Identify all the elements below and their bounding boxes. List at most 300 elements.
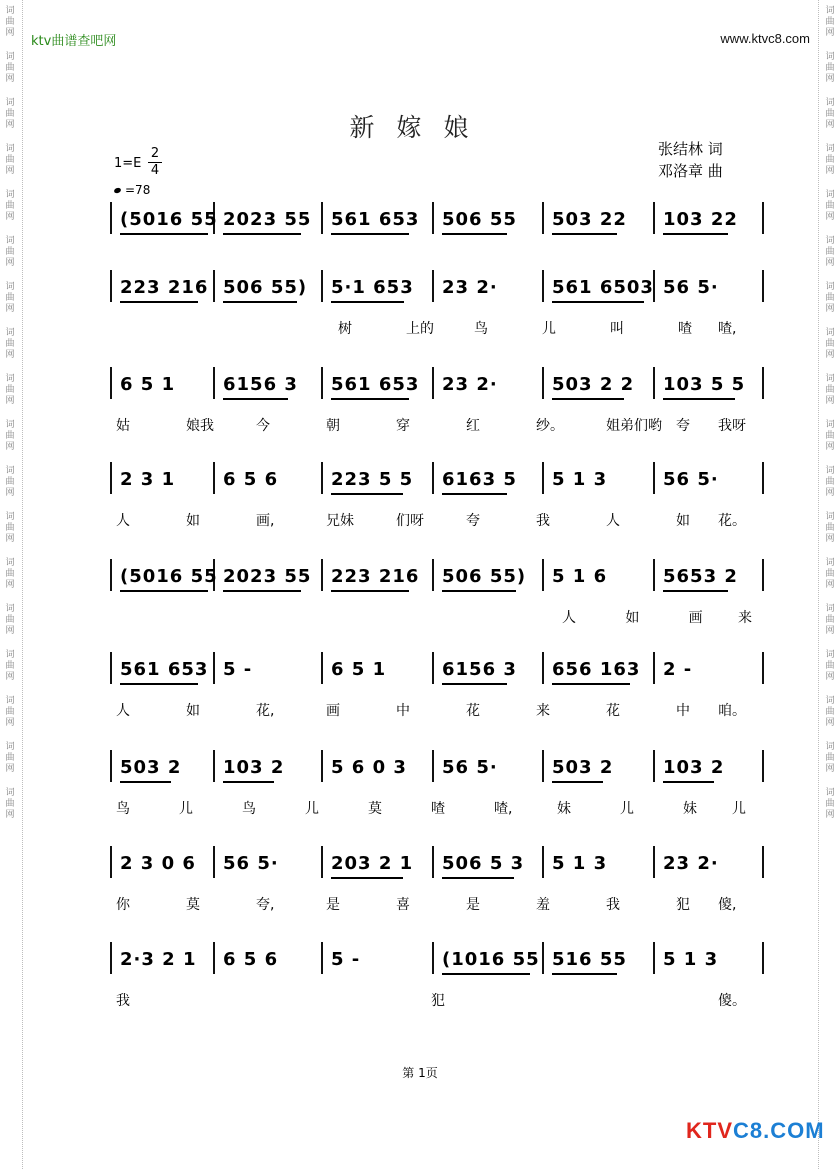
watermark-char: 网	[825, 810, 835, 820]
watermark-char: 词	[825, 420, 835, 430]
bar-line	[110, 846, 112, 878]
bar-line	[653, 367, 655, 399]
watermark-char: 网	[5, 350, 15, 360]
watermark-group	[5, 52, 14, 85]
right-watermark-strip	[820, 0, 840, 1169]
lyric-word: 上的	[406, 321, 434, 337]
measure: 103 2	[223, 757, 284, 783]
watermark-char: 词	[5, 6, 15, 16]
watermark-char: 网	[5, 764, 15, 774]
bar-line	[762, 270, 764, 302]
score-line	[110, 942, 765, 982]
measure: 6 5 6	[223, 469, 279, 490]
bar-line	[653, 652, 655, 684]
watermark-char: 词	[5, 650, 15, 660]
watermark-group	[5, 650, 14, 683]
watermark-group	[5, 282, 14, 315]
bar-line	[110, 462, 112, 494]
bar-line	[542, 750, 544, 782]
measure: (5016 55	[120, 566, 218, 592]
watermark-char: 网	[825, 672, 835, 682]
watermark-char: 网	[825, 350, 835, 360]
watermark-group	[825, 788, 834, 821]
measure: 5 6 0 3	[331, 757, 407, 778]
bar-line	[542, 942, 544, 974]
lyric-word: 喳	[431, 801, 445, 817]
watermark-group	[5, 742, 14, 775]
measure: 561 653	[331, 374, 419, 400]
watermark-char: 词	[825, 788, 835, 798]
watermark-char: 网	[825, 764, 835, 774]
score-line	[110, 846, 765, 886]
bar-line	[321, 367, 323, 399]
measure: 561 653	[331, 209, 419, 235]
watermark-char: 曲	[825, 385, 835, 395]
bar-line	[653, 942, 655, 974]
watermark-char: 网	[825, 120, 835, 130]
lyric-word: 娘我	[186, 418, 214, 434]
watermark-char: 曲	[5, 523, 15, 533]
lyrics-line	[116, 607, 756, 627]
bar-line	[542, 559, 544, 591]
measure: 506 55	[442, 209, 517, 235]
score-line	[110, 559, 765, 599]
watermark-char: 词	[825, 328, 835, 338]
measure: 23 2·	[663, 853, 719, 874]
watermark-char: 词	[825, 650, 835, 660]
lyric-word: 喜	[396, 897, 410, 913]
bar-line	[762, 652, 764, 684]
watermark-char: 词	[825, 282, 835, 292]
site-name[interactable]: ktv曲谱查吧网	[31, 34, 117, 49]
lyric-word: 花	[606, 703, 620, 719]
watermark-group	[825, 420, 834, 453]
bar-line	[762, 462, 764, 494]
lyric-word: 花,	[256, 703, 275, 719]
lyric-word: 画	[326, 703, 340, 719]
lyric-word: 今	[256, 418, 270, 434]
lyric-word: 红	[466, 418, 480, 434]
lyric-word: 们呀	[396, 513, 424, 529]
lyric-word: 叫	[610, 321, 624, 337]
bar-line	[432, 270, 434, 302]
measure: 103 5 5	[663, 374, 745, 400]
bar-line	[321, 846, 323, 878]
watermark-char: 网	[5, 212, 15, 222]
measure: (5016 55	[120, 209, 218, 235]
watermark-char: 网	[825, 212, 835, 222]
bar-line	[321, 942, 323, 974]
credits	[658, 138, 723, 182]
measure: 5 1 6	[552, 566, 608, 587]
watermark-char: 词	[5, 742, 15, 752]
lyric-word: 鸟	[116, 801, 130, 817]
lyric-word: 是	[326, 897, 340, 913]
watermark-char: 曲	[5, 109, 15, 119]
measure: 6 5 1	[331, 659, 387, 680]
watermark-char: 网	[825, 396, 835, 406]
bar-line	[762, 942, 764, 974]
watermark-char: 曲	[5, 569, 15, 579]
watermark-char: 词	[5, 604, 15, 614]
watermark-char: 网	[825, 534, 835, 544]
watermark-group	[825, 374, 834, 407]
measure: 223 216	[120, 277, 208, 303]
bar-line	[653, 750, 655, 782]
watermark-char: 网	[825, 442, 835, 452]
lyric-word: 莫	[368, 801, 382, 817]
watermark-char: 词	[5, 558, 15, 568]
measure: 2 3 0 6	[120, 853, 196, 874]
watermark-char: 网	[825, 580, 835, 590]
watermark-char: 曲	[5, 661, 15, 671]
watermark-group	[825, 236, 834, 269]
lyric-word: 兄妹	[326, 513, 354, 529]
lyricist: 张结林 词	[658, 140, 723, 158]
lyric-word: 来	[738, 610, 752, 626]
watermark-char: 词	[5, 374, 15, 384]
bar-line	[110, 750, 112, 782]
measure: 516 55	[552, 949, 627, 975]
watermark-char: 曲	[5, 385, 15, 395]
bar-line	[432, 846, 434, 878]
watermark-group	[825, 696, 834, 729]
lyric-word: 画	[688, 610, 703, 626]
watermark-char: 网	[825, 74, 835, 84]
watermark-char: 词	[5, 512, 15, 522]
bar-line	[653, 559, 655, 591]
lyric-word: 妹	[557, 801, 571, 817]
lyric-word: 是	[466, 897, 480, 913]
measure: 56 5·	[663, 277, 719, 298]
watermark-char: 词	[5, 328, 15, 338]
page-number: 第 1页	[402, 1066, 438, 1080]
lyric-word: 花。	[718, 513, 746, 529]
watermark-char: 网	[5, 304, 15, 314]
watermark-char: 曲	[825, 201, 835, 211]
measure: 6156 3	[442, 659, 517, 685]
watermark-char: 曲	[825, 293, 835, 303]
bar-line	[321, 652, 323, 684]
measure: 5 1 3	[552, 853, 608, 874]
measure: 561 653	[120, 659, 208, 685]
measure: 503 2	[552, 757, 613, 783]
watermark-char: 曲	[825, 63, 835, 73]
bar-line	[213, 367, 215, 399]
measure: 503 2 2	[552, 374, 634, 400]
watermark-group	[5, 190, 14, 223]
watermark-char: 曲	[5, 477, 15, 487]
bar-line	[213, 846, 215, 878]
watermark-char: 网	[5, 488, 15, 498]
bar-line	[110, 202, 112, 234]
measure: 223 216	[331, 566, 419, 592]
watermark-group	[825, 52, 834, 85]
watermark-char: 曲	[825, 615, 835, 625]
watermark-char: 网	[825, 258, 835, 268]
watermark-char: 曲	[825, 753, 835, 763]
lyrics-line	[116, 318, 756, 338]
bar-line	[432, 750, 434, 782]
lyric-word: 中	[676, 703, 690, 719]
watermark-char: 曲	[5, 17, 15, 27]
site-url[interactable]: www.ktvc8.com	[720, 31, 810, 46]
watermark-char: 网	[5, 580, 15, 590]
watermark-char: 词	[5, 696, 15, 706]
watermark-char: 网	[5, 810, 15, 820]
lyric-word: 夸	[466, 513, 480, 529]
brand-logo-red: KTV	[686, 1118, 733, 1143]
lyric-word: 我呀	[718, 418, 746, 434]
lyric-word: 妹	[683, 801, 697, 817]
watermark-char: 曲	[5, 431, 15, 441]
watermark-char: 词	[5, 144, 15, 154]
watermark-char: 词	[5, 420, 15, 430]
lyric-word: 喳,	[494, 801, 513, 817]
score-line	[110, 367, 765, 407]
watermark-char: 词	[5, 98, 15, 108]
watermark-group	[825, 328, 834, 361]
lyrics-line	[116, 415, 756, 435]
bar-line	[653, 846, 655, 878]
lyric-word: 你	[116, 897, 130, 913]
lyric-word: 犯	[676, 897, 690, 913]
watermark-char: 网	[5, 718, 15, 728]
watermark-char: 词	[825, 466, 835, 476]
watermark-group	[5, 512, 14, 545]
bar-line	[762, 367, 764, 399]
lyric-word: 喳	[678, 321, 692, 337]
watermark-char: 网	[5, 166, 15, 176]
watermark-group	[5, 558, 14, 591]
measure: 56 5·	[223, 853, 279, 874]
watermark-char: 词	[825, 236, 835, 246]
watermark-group	[5, 420, 14, 453]
lyric-word: 儿	[305, 801, 319, 817]
lyric-word: 儿	[620, 801, 634, 817]
score-line	[110, 270, 765, 310]
bar-line	[432, 367, 434, 399]
bar-line	[213, 652, 215, 684]
watermark-char: 网	[825, 488, 835, 498]
time-signature	[148, 146, 162, 179]
measure: 561 6503	[552, 277, 654, 303]
bar-line	[110, 367, 112, 399]
left-dotted-rule	[22, 0, 23, 1169]
watermark-group	[825, 558, 834, 591]
watermark-char: 词	[5, 466, 15, 476]
measure: 2023 55	[223, 209, 311, 235]
time-denominator: 4	[150, 163, 160, 178]
watermark-char: 词	[825, 696, 835, 706]
lyric-word: 莫	[186, 897, 200, 913]
watermark-char: 网	[5, 120, 15, 130]
watermark-char: 曲	[5, 339, 15, 349]
lyrics-line	[116, 990, 756, 1010]
bar-line	[110, 559, 112, 591]
watermark-group	[5, 604, 14, 637]
watermark-group	[825, 512, 834, 545]
watermark-group	[825, 742, 834, 775]
watermark-group	[825, 144, 834, 177]
watermark-group	[825, 466, 834, 499]
watermark-char: 网	[5, 28, 15, 38]
watermark-char: 网	[5, 74, 15, 84]
watermark-group	[5, 788, 14, 821]
brand-logo-blue: C8.COM	[733, 1118, 825, 1143]
watermark-char: 曲	[5, 155, 15, 165]
bar-line	[542, 652, 544, 684]
lyric-word: 如	[625, 610, 640, 626]
watermark-group	[5, 236, 14, 269]
bar-line	[213, 750, 215, 782]
lyric-word: 如	[186, 703, 200, 719]
bar-line	[762, 202, 764, 234]
song-title: 新嫁娘	[349, 113, 491, 142]
watermark-char: 词	[5, 52, 15, 62]
watermark-char: 词	[5, 788, 15, 798]
watermark-char: 词	[825, 144, 835, 154]
measure: 503 2	[120, 757, 181, 783]
lyric-word: 人	[562, 610, 576, 626]
measure: 223 5 5	[331, 469, 413, 495]
right-dotted-rule	[818, 0, 819, 1169]
lyric-word: 夸,	[256, 897, 275, 913]
watermark-char: 曲	[5, 799, 15, 809]
watermark-char: 词	[825, 98, 835, 108]
watermark-char: 曲	[825, 799, 835, 809]
watermark-char: 曲	[825, 339, 835, 349]
measure: 23 2·	[442, 374, 498, 395]
lyrics-line	[116, 700, 756, 720]
lyric-word: 儿	[542, 321, 556, 337]
watermark-char: 词	[5, 282, 15, 292]
lyric-word: 傻,	[718, 897, 737, 913]
measure: 506 55)	[442, 566, 526, 592]
watermark-char: 曲	[5, 753, 15, 763]
bar-line	[432, 942, 434, 974]
lyric-word: 人	[116, 513, 130, 529]
key-signature: 1=E	[114, 156, 142, 171]
lyric-word: 鸟	[474, 321, 488, 337]
lyric-word: 儿	[732, 801, 746, 817]
bar-line	[321, 202, 323, 234]
lyric-word: 羞	[536, 897, 550, 913]
measure: 506 5 3	[442, 853, 524, 879]
watermark-char: 网	[5, 258, 15, 268]
measure: 503 22	[552, 209, 627, 235]
watermark-char: 词	[825, 190, 835, 200]
bar-line	[321, 750, 323, 782]
measure: 656 163	[552, 659, 640, 685]
measure: 23 2·	[442, 277, 498, 298]
measure: 56 5·	[663, 469, 719, 490]
watermark-group	[5, 696, 14, 729]
watermark-group	[825, 6, 834, 39]
watermark-char: 词	[825, 6, 835, 16]
watermark-char: 曲	[825, 431, 835, 441]
brand-logo[interactable]	[686, 1118, 825, 1144]
bar-line	[321, 462, 323, 494]
bar-line	[110, 270, 112, 302]
lyric-word: 朝	[326, 418, 340, 434]
tempo-value: =78	[125, 183, 151, 197]
score-line	[110, 202, 765, 242]
lyric-word: 鸟	[242, 801, 256, 817]
bar-line	[110, 652, 112, 684]
lyrics-line	[116, 894, 756, 914]
watermark-char: 词	[825, 374, 835, 384]
bar-line	[432, 462, 434, 494]
bar-line	[432, 652, 434, 684]
measure: 5 -	[331, 949, 361, 970]
watermark-char: 词	[5, 236, 15, 246]
watermark-group	[5, 6, 14, 39]
measure: 6156 3	[223, 374, 298, 400]
bar-line	[762, 846, 764, 878]
watermark-char: 曲	[5, 615, 15, 625]
lyric-word: 姑	[116, 418, 130, 434]
lyric-word: 如	[676, 513, 690, 529]
measure: 2023 55	[223, 566, 311, 592]
watermark-char: 网	[825, 626, 835, 636]
measure: 506 55)	[223, 277, 307, 303]
lyrics-line	[116, 510, 756, 530]
measure: 6 5 1	[120, 374, 176, 395]
watermark-char: 曲	[5, 247, 15, 257]
measure: 5 1 3	[663, 949, 719, 970]
watermark-char: 词	[825, 558, 835, 568]
watermark-char: 曲	[825, 17, 835, 27]
lyrics-line	[116, 798, 756, 818]
watermark-char: 网	[5, 626, 15, 636]
watermark-group	[825, 650, 834, 683]
lyric-word: 姐弟们哟	[606, 418, 662, 434]
measure: 6163 5	[442, 469, 517, 495]
watermark-char: 词	[825, 742, 835, 752]
watermark-char: 网	[5, 396, 15, 406]
left-watermark-strip	[0, 0, 20, 1169]
measure: 56 5·	[442, 757, 498, 778]
measure: 5 1 3	[552, 469, 608, 490]
measure: 5 -	[223, 659, 253, 680]
watermark-group	[5, 328, 14, 361]
lyric-word: 画,	[256, 513, 275, 529]
quarter-note-icon	[113, 187, 121, 194]
watermark-char: 曲	[825, 109, 835, 119]
watermark-char: 曲	[5, 201, 15, 211]
bar-line	[762, 750, 764, 782]
measure: 2·3 2 1	[120, 949, 197, 970]
bar-line	[432, 202, 434, 234]
lyric-word: 喳,	[718, 321, 737, 337]
watermark-char: 曲	[825, 569, 835, 579]
lyric-word: 来	[536, 703, 550, 719]
watermark-char: 网	[825, 718, 835, 728]
watermark-char: 曲	[5, 63, 15, 73]
lyric-word: 如	[186, 513, 200, 529]
lyric-word: 我	[606, 897, 620, 913]
bar-line	[213, 942, 215, 974]
composer: 邓洛章 曲	[658, 162, 723, 180]
lyric-word: 我	[116, 993, 130, 1009]
measure: 5653 2	[663, 566, 738, 592]
bar-line	[432, 559, 434, 591]
bar-line	[762, 559, 764, 591]
measure: 5·1 653	[331, 277, 414, 303]
watermark-char: 词	[825, 604, 835, 614]
watermark-group	[5, 466, 14, 499]
